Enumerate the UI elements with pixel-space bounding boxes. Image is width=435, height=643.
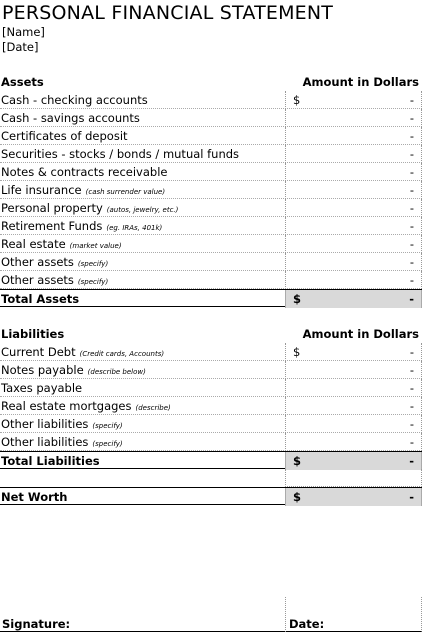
liabilities-heading: Liabilities — [1, 327, 65, 341]
liability-amount-cell[interactable] — [285, 433, 422, 451]
asset-amount-cell[interactable] — [285, 181, 422, 199]
asset-currency: $ — [293, 93, 301, 107]
asset-label — [1, 93, 148, 107]
asset-label — [1, 201, 178, 215]
asset-label — [1, 147, 239, 161]
liability-value: - — [409, 399, 414, 413]
asset-amount-cell[interactable] — [285, 145, 422, 163]
asset-amount-cell[interactable] — [285, 109, 422, 127]
asset-value: - — [409, 165, 414, 179]
total-liabilities-cell[interactable] — [285, 452, 422, 470]
liability-label — [1, 435, 123, 449]
asset-value: - — [409, 129, 414, 143]
liability-note: (Credit cards, Accounts) — [79, 350, 165, 358]
signature-label: Signature: — [2, 617, 71, 631]
liability-note: (specify) — [92, 422, 123, 430]
liability-currency: $ — [293, 345, 301, 359]
liability-amount-cell[interactable] — [285, 397, 422, 415]
asset-row — [0, 271, 422, 289]
asset-label-text: Real estate — [1, 237, 66, 251]
liability-label-text: Current Debt — [1, 345, 76, 359]
liability-note: (describe below) — [87, 368, 146, 376]
liability-label-text: Other liabilities — [1, 435, 89, 449]
liability-row — [0, 397, 422, 415]
total-assets-label: Total Assets — [1, 292, 80, 306]
asset-row — [0, 145, 422, 163]
asset-label — [1, 273, 108, 287]
liability-label — [1, 399, 171, 413]
asset-row — [0, 217, 422, 235]
asset-row — [0, 199, 422, 217]
liability-label — [1, 363, 146, 377]
liability-value: - — [409, 417, 414, 431]
asset-row — [0, 91, 422, 109]
total-assets-row — [0, 289, 422, 307]
signature-date-label: Date: — [289, 617, 325, 631]
liabilities-amount-heading: Amount in Dollars — [302, 327, 419, 341]
asset-amount-cell[interactable] — [285, 235, 422, 253]
total-assets-value: - — [409, 292, 414, 306]
asset-amount-cell[interactable] — [285, 271, 422, 289]
asset-label — [1, 111, 140, 125]
asset-row — [0, 127, 422, 145]
liability-label — [1, 381, 82, 395]
asset-value: - — [409, 147, 414, 161]
asset-note: (autos, jewelry, etc.) — [106, 206, 179, 214]
asset-label-text: Other assets — [1, 273, 74, 287]
asset-label-text: Other assets — [1, 255, 74, 269]
asset-note: (specify) — [77, 260, 109, 268]
asset-row — [0, 235, 422, 253]
asset-row — [0, 163, 422, 181]
spacer-row — [0, 469, 422, 487]
asset-value: - — [409, 237, 414, 251]
asset-label — [1, 165, 167, 179]
asset-value: - — [409, 111, 414, 125]
asset-label-text: Notes & contracts receivable — [1, 165, 168, 179]
liability-amount-cell[interactable] — [285, 379, 422, 397]
liability-label — [1, 417, 123, 431]
page-title: PERSONAL FINANCIAL STATEMENT — [2, 2, 334, 24]
asset-row — [0, 109, 422, 127]
net-worth-currency: $ — [293, 490, 302, 504]
assets-heading: Assets — [1, 75, 44, 89]
asset-label — [1, 129, 128, 143]
liability-label-text: Real estate mortgages — [1, 399, 132, 413]
asset-note: (market value) — [69, 242, 122, 250]
net-worth-row — [0, 487, 422, 505]
liability-label-text: Taxes payable — [1, 381, 83, 395]
liability-note: (specify) — [92, 440, 123, 448]
liability-amount-cell[interactable] — [285, 415, 422, 433]
liability-amount-cell[interactable] — [285, 361, 422, 379]
total-liabilities-row — [0, 451, 422, 469]
asset-label-text: Retirement Funds — [1, 219, 103, 233]
asset-value: - — [409, 201, 414, 215]
liabilities-header — [0, 325, 422, 343]
total-liabilities-value: - — [409, 454, 414, 468]
asset-amount-cell[interactable] — [285, 217, 422, 235]
asset-amount-cell[interactable] — [285, 199, 422, 217]
asset-value: - — [409, 93, 414, 107]
asset-amount-cell[interactable] — [285, 127, 422, 145]
liability-row — [0, 361, 422, 379]
asset-value: - — [409, 183, 414, 197]
liability-value: - — [409, 345, 414, 359]
spacer-cell — [285, 469, 422, 487]
total-liabilities-label: Total Liabilities — [1, 454, 100, 468]
asset-amount-cell[interactable] — [285, 163, 422, 181]
signature-divider — [285, 597, 286, 632]
asset-label-text: Securities - stocks / bonds / mutual funds — [1, 147, 240, 161]
asset-value: - — [409, 219, 414, 233]
asset-label-text: Life insurance — [1, 183, 82, 197]
liability-note: (describe) — [135, 404, 171, 412]
liability-amount-cell[interactable] — [285, 343, 422, 361]
asset-label — [1, 237, 122, 251]
total-liabilities-currency: $ — [293, 454, 302, 468]
liability-label-text: Other liabilities — [1, 417, 89, 431]
asset-label-text: Personal property — [1, 201, 103, 215]
liability-row — [0, 379, 422, 397]
net-worth-cell[interactable] — [285, 488, 422, 506]
asset-label — [1, 255, 108, 269]
liability-value: - — [409, 381, 414, 395]
asset-note: (eg. IRAs, 401k) — [106, 224, 163, 232]
assets-amount-heading: Amount in Dollars — [302, 75, 419, 89]
liability-row — [0, 415, 422, 433]
total-assets-cell[interactable] — [285, 290, 422, 308]
asset-note: (cash surrender value) — [85, 188, 166, 196]
assets-header — [0, 73, 422, 91]
liability-label-text: Notes payable — [1, 363, 84, 377]
total-assets-currency: $ — [293, 292, 302, 306]
asset-label — [1, 219, 162, 233]
liability-value: - — [409, 363, 414, 377]
date-placeholder[interactable]: [Date] — [2, 40, 39, 54]
liability-value: - — [409, 435, 414, 449]
asset-value: - — [409, 273, 414, 287]
asset-amount-cell[interactable] — [285, 253, 422, 271]
liability-row — [0, 433, 422, 451]
asset-note: (specify) — [77, 278, 109, 286]
asset-label-text: Certificates of deposit — [1, 129, 128, 143]
asset-label — [1, 183, 165, 197]
net-worth-value: - — [409, 490, 414, 504]
asset-label-text: Cash - checking accounts — [1, 93, 148, 107]
asset-value: - — [409, 255, 414, 269]
name-placeholder[interactable]: [Name] — [2, 25, 45, 39]
liability-row — [0, 343, 422, 361]
asset-label-text: Cash - savings accounts — [1, 111, 140, 125]
net-worth-label: Net Worth — [1, 490, 68, 504]
liability-label — [1, 345, 164, 359]
asset-amount-cell[interactable] — [285, 91, 422, 109]
asset-row — [0, 181, 422, 199]
asset-row — [0, 253, 422, 271]
